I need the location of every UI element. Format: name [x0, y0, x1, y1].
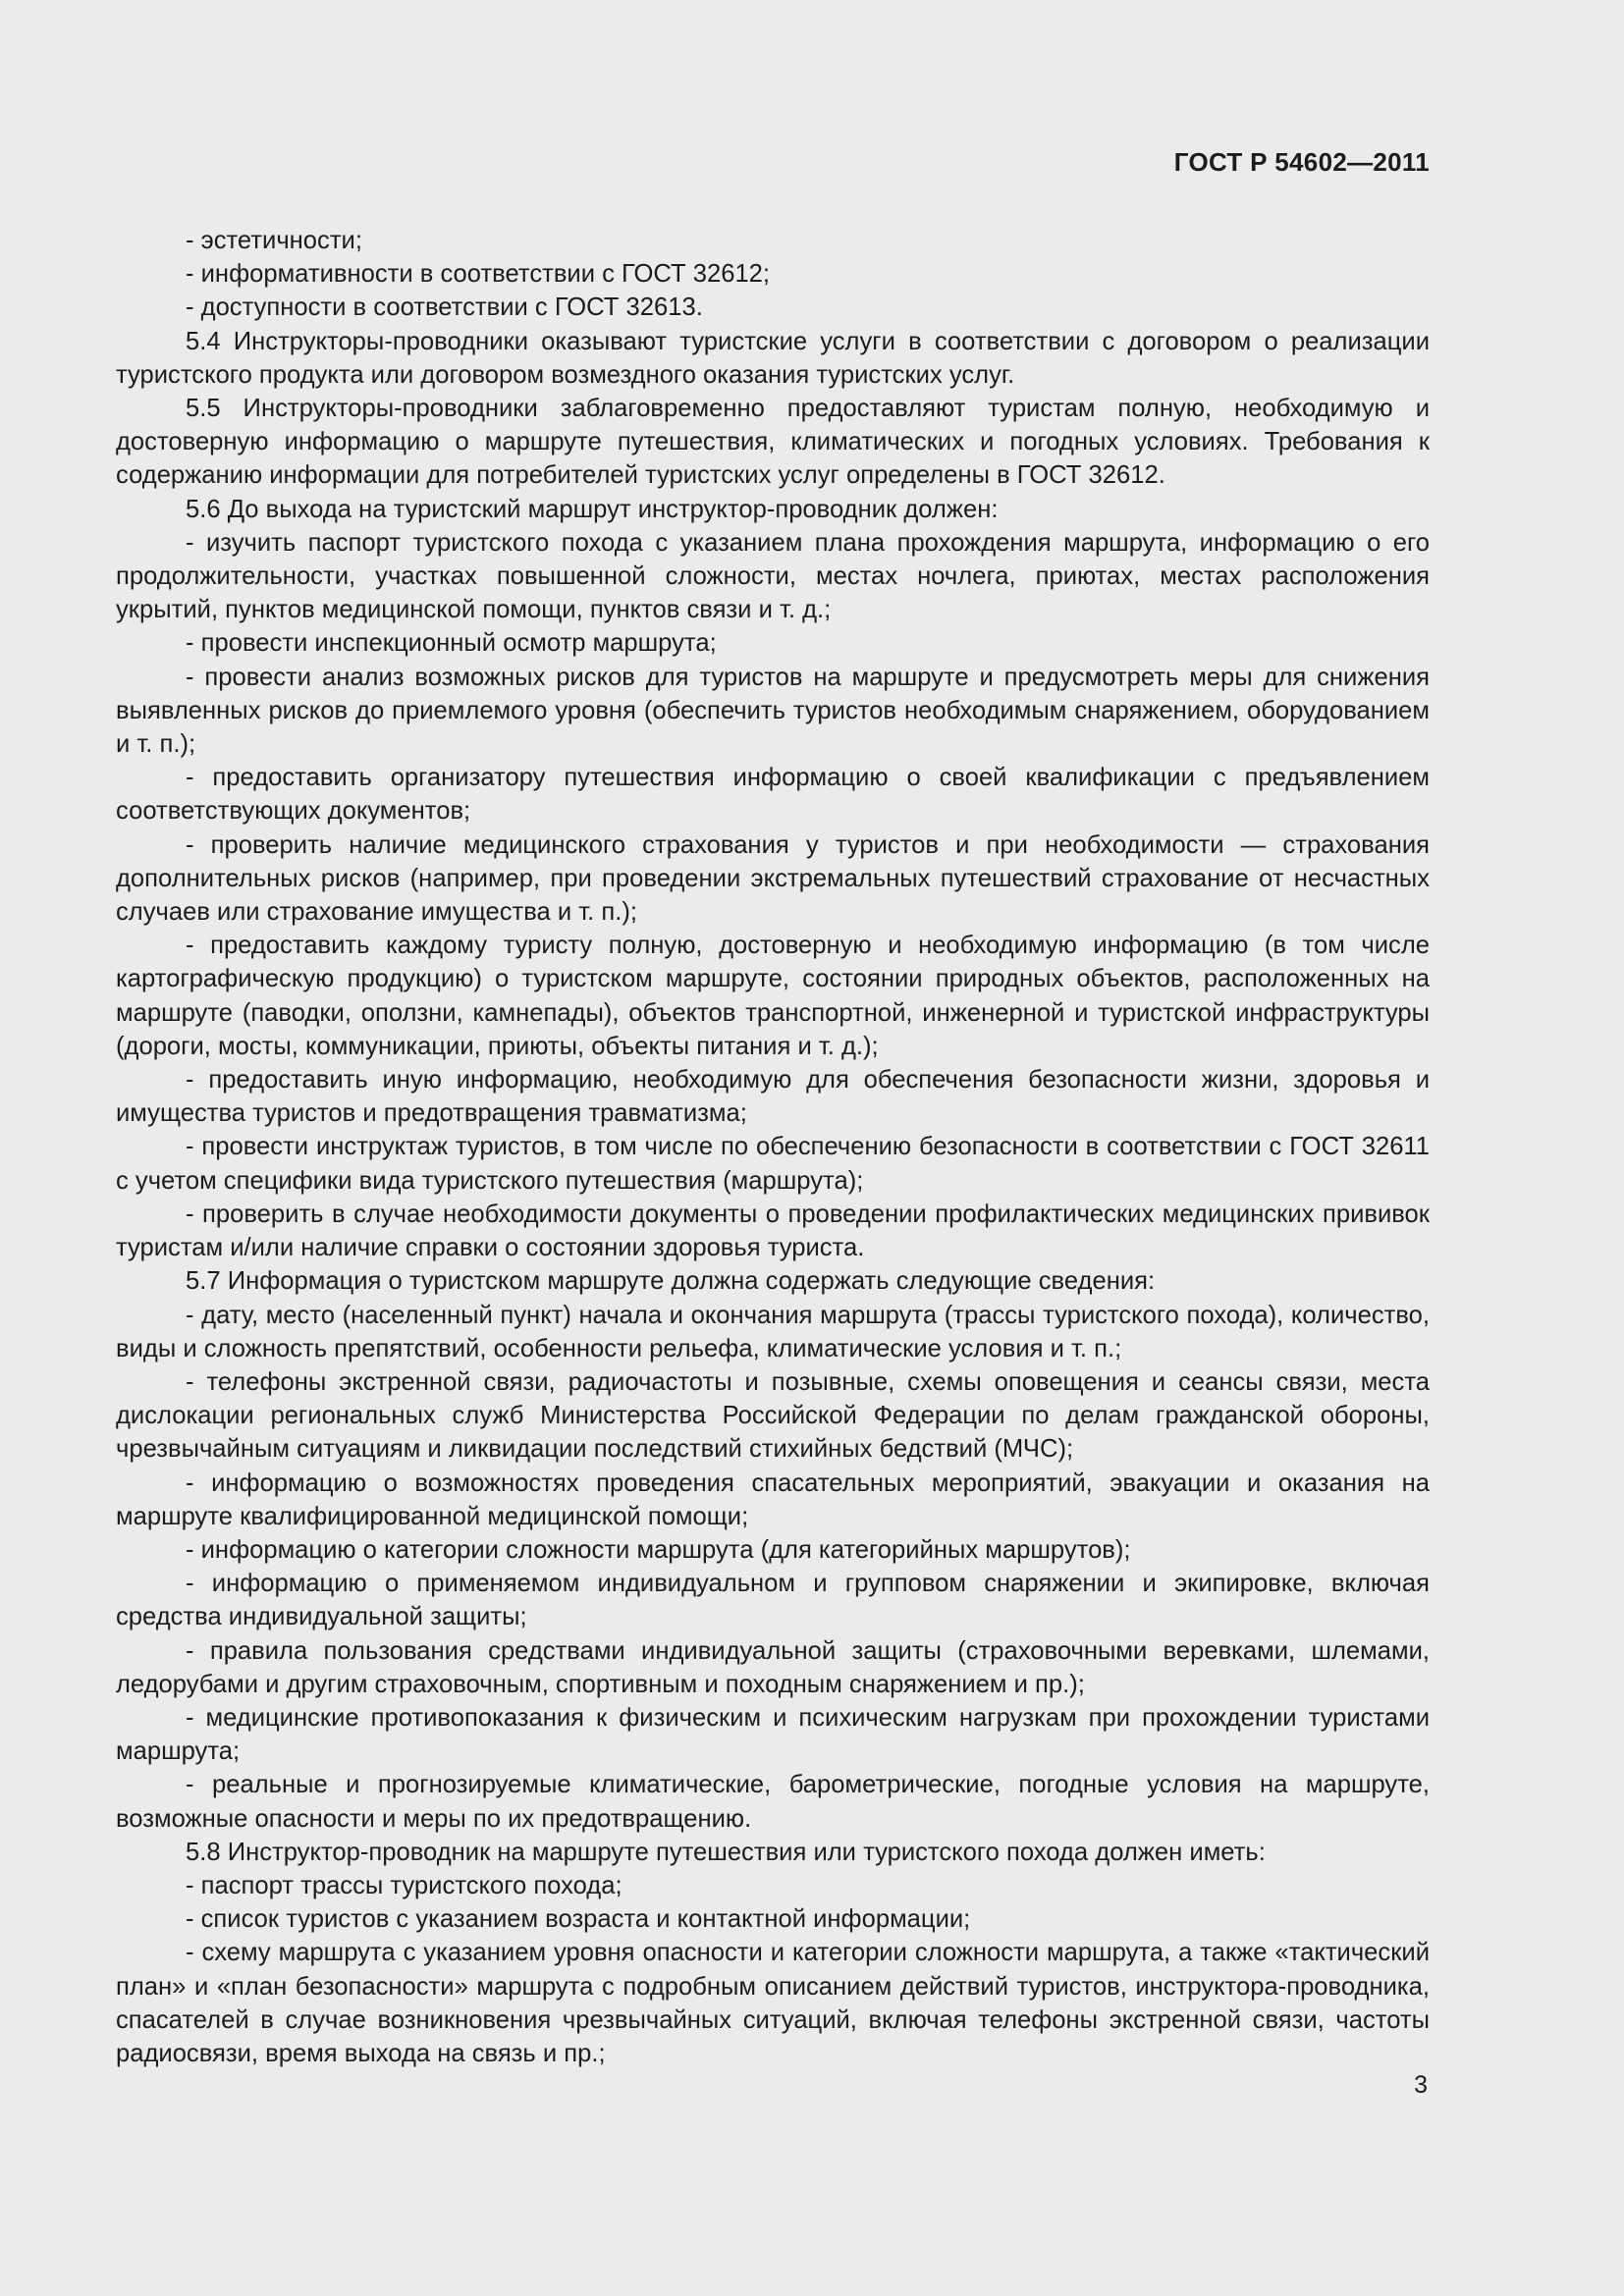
document-standard-header: ГОСТ Р 54602—2011 — [1173, 147, 1430, 177]
paragraph: 5.7 Информация о туристском маршруте должна содержать следующие сведения: — [186, 1267, 1156, 1296]
paragraph: - информативности в соответствии с ГОСТ 32612; — [186, 260, 771, 289]
paragraph: - проверить наличие медицинского страхования у туристов и при необходимости — страхования дополнительных рисков (например, при проведении экстремальных путешествий страхование от несчастных случаев или страхование имущества и т. п.); — [116, 830, 1430, 927]
paragraph: - реальные и прогнозируемые климатические, барометрические, погодные условия на маршруте, возможные опасности и меры по их предотвращению. — [116, 1771, 1430, 1833]
document-body — [116, 224, 1430, 2070]
paragraph: - информацию о применяемом индивидуальном и групповом снаряжении и экипировке, включая средства индивидуальной защиты; — [116, 1570, 1430, 1631]
paragraph: - предоставить каждому туристу полную, достоверную и необходимую информацию (в том числе картографическую продукцию) о туристском маршруте, состоянии природных объектов, расположенных на маршруте (паводки, оползни, камнепады), объектов транспортной, инженерной и туристской инфраструктуры (дороги, мосты, коммуникации, приюты, объекты питания и т. д.); — [116, 932, 1430, 1060]
paragraph: - паспорт трассы туристского похода; — [186, 1871, 623, 1899]
paragraph: 5.5 Инструкторы-проводники заблаговременно предоставляют туристам полную, необходимую и достоверную информацию о маршруте путешествия, климатических и погодных условиях. Требования к содержанию информации для потребителей туристских услуг определены в ГОСТ 32612. — [116, 395, 1430, 490]
paragraph: 5.8 Инструктор-проводник на маршруте путешествия или туристского похода должен иметь: — [186, 1838, 1266, 1866]
paragraph: - предоставить организатору путешествия информацию о своей квалификации с предъявлением соответствующих документов; — [116, 764, 1430, 826]
paragraph: - предоставить иную информацию, необходимую для обеспечения безопасности жизни, здоровья и имущества туристов и предотвращения травматизма; — [116, 1066, 1430, 1128]
paragraph: - доступности в соответствии с ГОСТ 32613. — [186, 294, 703, 322]
paragraph: 5.4 Инструкторы-проводники оказывают туристские услуги в соответствии с договором о реализации туристского продукта или договором возмездного оказания туристских услуг. — [116, 327, 1430, 389]
paragraph: - информацию о категории сложности маршрута (для категорийных маршрутов); — [186, 1535, 1131, 1564]
paragraph: - информацию о возможностях проведения спасательных мероприятий, эвакуации и оказания на маршруте квалифицированной медицинской помощи; — [116, 1468, 1430, 1530]
page-number: 3 — [1414, 2071, 1428, 2099]
paragraph: - провести инструктаж туристов, в том числе по обеспечению безопасности в соответствии с ГОСТ 32611 с учетом специфики вида туристского путешествия (маршрута); — [116, 1133, 1430, 1195]
paragraph: - медицинские противопоказания к физическим и психическим нагрузкам при прохождении туристами маршрута; — [116, 1703, 1430, 1766]
paragraph: - эстетичности; — [186, 227, 362, 254]
paragraph: - провести инспекционный осмотр маршрута; — [186, 629, 717, 658]
paragraph: - правила пользования средствами индивидуальной защиты (страховочными веревками, шлемами, ледорубами и другим страховочным, спортивным и походным снаряжением и пр.); — [116, 1636, 1430, 1698]
paragraph: - телефоны экстренной связи, радиочастоты и позывные, схемы оповещения и сеансы связи, места дислокации региональных служб Министерства Российской Федерации по делам гражданской обороны, чрезвычайным ситуациям и ликвидации последствий стихийных бедствий (МЧС); — [116, 1367, 1430, 1464]
paragraph: - изучить паспорт туристского похода с указанием плана прохождения маршрута, информацию о его продолжительности, участках повышенной сложности, местах ночлега, приютах, местах расположения укрытий, пунктов медицинской помощи, пунктов связи и т. д.; — [116, 528, 1430, 624]
paragraph: - схему маршрута с указанием уровня опасности и категории сложности маршрута, а также «тактический план» и «план безопасности» маршрута с подробным описанием действий туристов, инструктора-проводника, спасателей в случае возникновения чрезвычайных ситуаций, включая телефоны экстренной связи, частоты радиосвязи, время выхода на связь и пр.; — [116, 1939, 1430, 2067]
paragraph: - дату, место (населенный пункт) начала и окончания маршрута (трассы туристского похода), количество, виды и сложность препятствий, особенности рельефа, климатические условия и т. п.; — [116, 1301, 1430, 1362]
paragraph: 5.6 До выхода на туристский маршрут инструктор-проводник должен: — [186, 495, 999, 523]
paragraph: - провести анализ возможных рисков для туристов на маршруте и предусмотреть меры для снижения выявленных рисков до приемлемого уровня (обеспечить туристов необходимым снаряжением, оборудованием и т. п.); — [116, 663, 1430, 759]
paragraph: - проверить в случае необходимости документы о проведении профилактических медицинских прививок туристам и/или наличие справки о состоянии здоровья туриста. — [116, 1200, 1430, 1262]
paragraph: - список туристов с указанием возраста и контактной информации; — [186, 1905, 971, 1934]
